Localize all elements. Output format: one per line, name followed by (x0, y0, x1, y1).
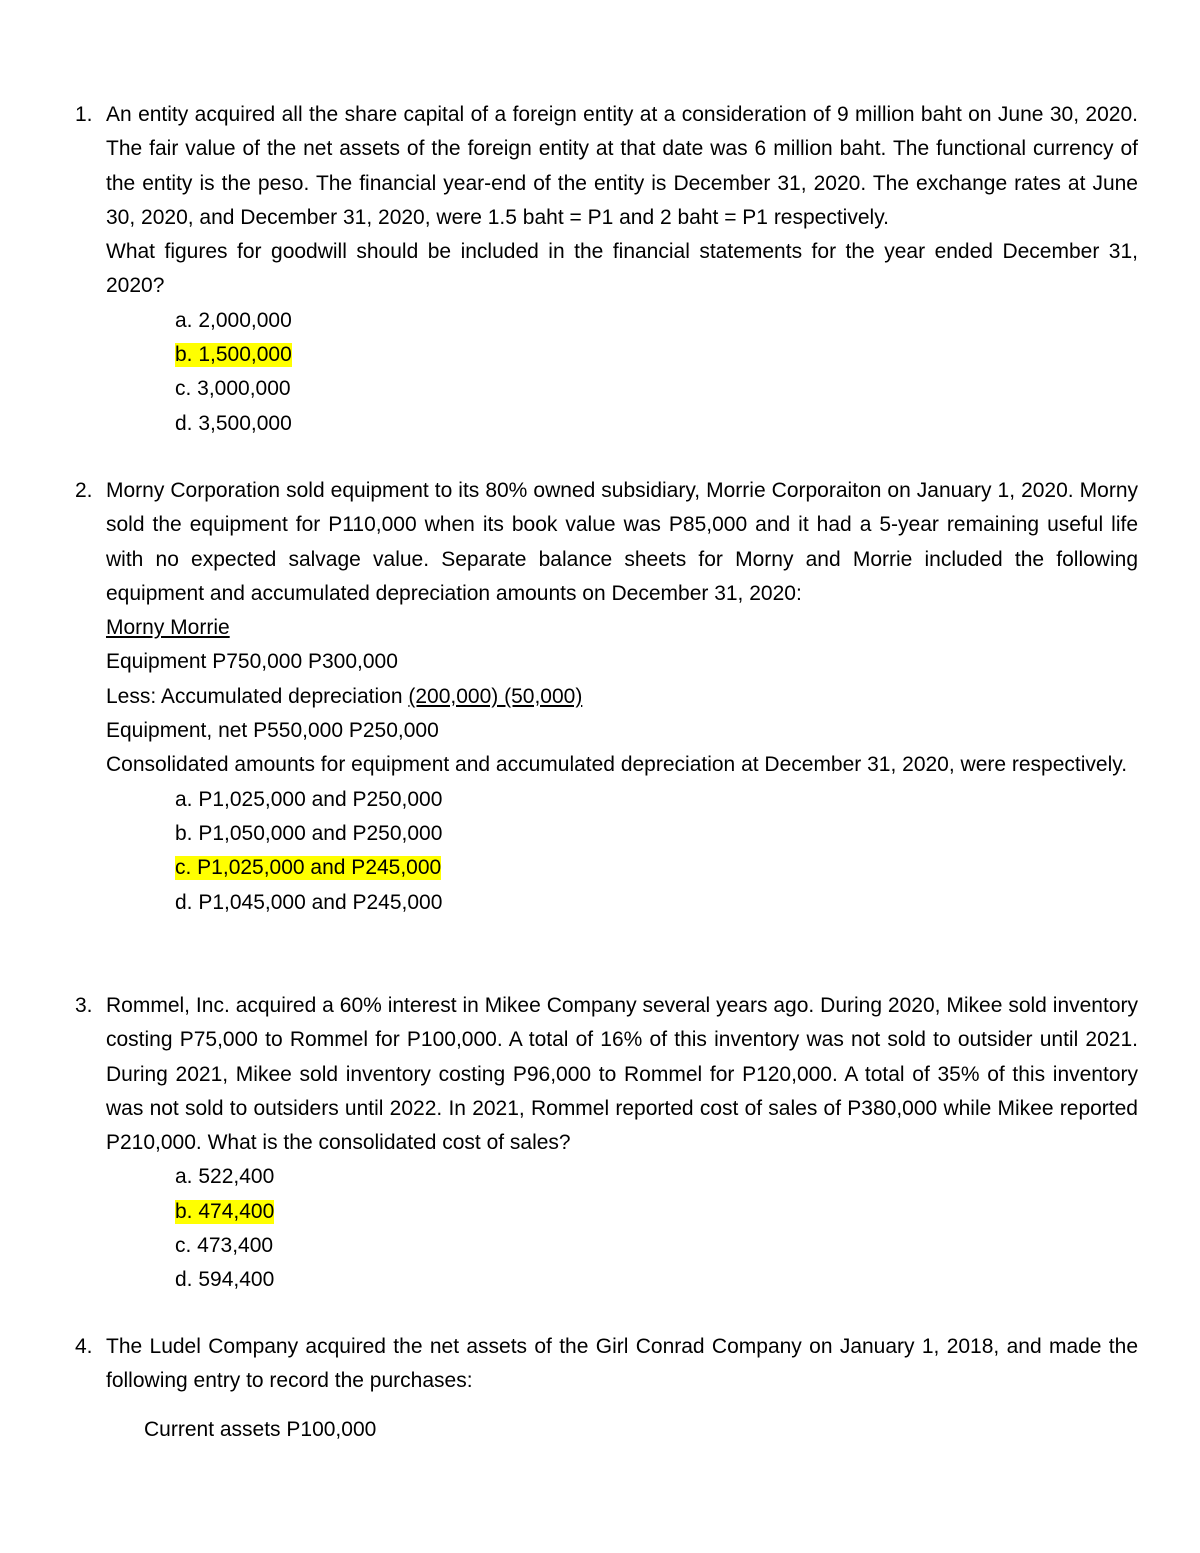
option-c[interactable] (175, 851, 1138, 885)
question-text: Morny Corporation sold equipment to its 80% owned subsidiary, Morrie Corporaiton on January 1, 2020. Morny sold the equipment for P110,000 when its book value was P85,000 and it had a 5-year remaining useful life with no expected salvage value. Separate balance sheets for Morny and Morrie included the following equipment and accumulated depreciation amounts on December 31, 2020: (106, 479, 1138, 605)
option-b[interactable] (175, 338, 1138, 372)
question-number: 3. (75, 994, 93, 1017)
question-4 (75, 1330, 1138, 1447)
row-values: (200,000) (50,000) (408, 684, 583, 708)
option-b[interactable] (175, 817, 1138, 851)
option-a[interactable] (175, 1160, 1138, 1194)
table-header-columns: Morny Morrie (106, 616, 230, 640)
table-row-equipment-net: Equipment, net P550,000 P250,000 (106, 719, 439, 743)
question-number: 4. (75, 1335, 93, 1358)
option-label: d. 594,400 (175, 1268, 275, 1292)
option-a[interactable] (175, 783, 1138, 817)
option-c[interactable] (175, 1229, 1138, 1263)
option-c[interactable] (175, 372, 1138, 406)
option-label: a. P1,025,000 and P250,000 (175, 787, 443, 811)
option-d[interactable] (175, 886, 1138, 920)
table-row-accumulated-depreciation (106, 680, 1138, 714)
journal-entry-line: Current assets P100,000 (144, 1417, 377, 1441)
option-label-highlighted: c. P1,025,000 and P245,000 (175, 856, 442, 880)
option-label-highlighted: b. 1,500,000 (175, 343, 292, 367)
table-header (75, 611, 1138, 645)
question-2 (75, 474, 1138, 920)
option-d[interactable] (175, 407, 1138, 441)
row-label: Less: Accumulated depreciation (106, 684, 409, 708)
option-label: a. 2,000,000 (175, 308, 292, 332)
question-number: 2. (75, 479, 93, 502)
question-text: The Ludel Company acquired the net assets of the Girl Conrad Company on January 1, 2018, and made the following entry to record the purchases: (106, 1335, 1138, 1393)
question-prompt: What figures for goodwill should be included in the financial statements for the year ended December 31, 2020? (106, 240, 1138, 298)
question-3 (75, 989, 1138, 1298)
option-a[interactable] (175, 304, 1138, 338)
option-label: d. 3,500,000 (175, 411, 292, 435)
option-label: a. 522,400 (175, 1165, 275, 1189)
option-label-highlighted: b. 474,400 (175, 1199, 275, 1223)
table-row-equipment: Equipment P750,000 P300,000 (106, 650, 398, 674)
option-label: c. 3,000,000 (175, 377, 291, 401)
question-prompt: Consolidated amounts for equipment and accumulated depreciation at December 31, 2020, were respectively. (106, 753, 1128, 777)
option-d[interactable] (175, 1263, 1138, 1297)
option-label: b. P1,050,000 and P250,000 (175, 821, 443, 845)
option-label: c. 473,400 (175, 1234, 274, 1258)
option-label: d. P1,045,000 and P245,000 (175, 890, 443, 914)
question-number: 1. (75, 103, 93, 126)
question-text: Rommel, Inc. acquired a 60% interest in Mikee Company several years ago. During 2020, Mikee sold inventory costing P75,000 to Rommel for P100,000. A total of 16% of this inventory was not sold to outsider until 2021. During 2021, Mikee sold inventory costing P96,000 to Rommel for P120,000. A total of 35% of this inventory was not sold to outsiders until 2022. In 2021, Rommel reported cost of sales of P380,000 while Mikee reported P210,000. What is the consolidated cost of sales? (106, 994, 1138, 1155)
question-1 (75, 98, 1138, 441)
question-text: An entity acquired all the share capital of a foreign entity at a consideration of 9 million baht on June 30, 2020. The fair value of the net assets of the foreign entity at that date was 6 million baht. The functional currency of the entity is the peso. The financial year-end of the entity is December 31, 2020. The exchange rates at June 30, 2020, and December 31, 2020, were 1.5 baht = P1 and 2 baht = P1 respectively. (106, 103, 1138, 229)
option-b[interactable] (175, 1195, 1138, 1229)
